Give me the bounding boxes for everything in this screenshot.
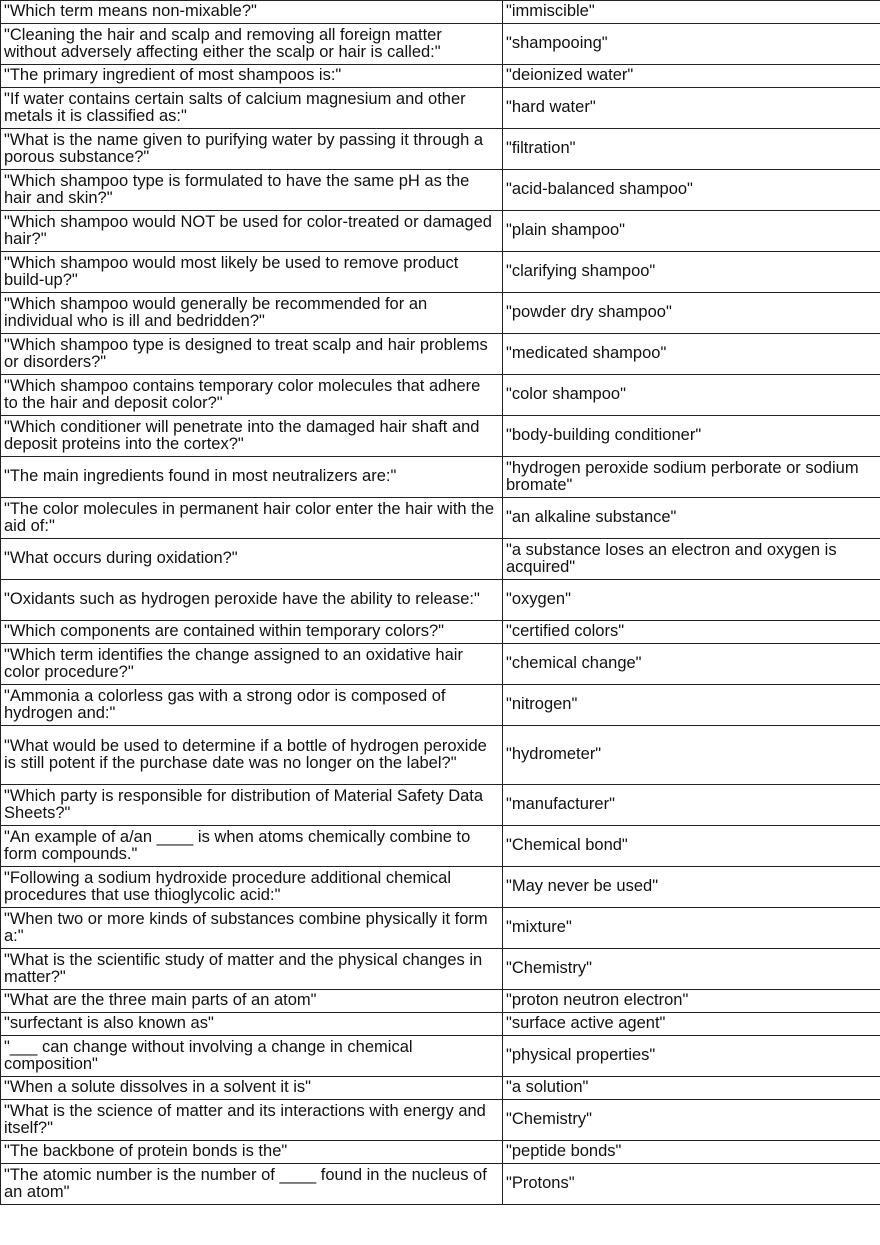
table-row (1, 867, 880, 908)
table-row (1, 949, 880, 990)
question-cell: "The main ingredients found in most neutralizers are:" (1, 457, 503, 498)
answer-cell: "immiscible" (503, 1, 880, 24)
answer-cell: "filtration" (503, 129, 880, 170)
question-cell: "What is the name given to purifying water by passing it through a porous substance?" (1, 129, 503, 170)
table-row (1, 375, 880, 416)
table-row (1, 416, 880, 457)
table-row (1, 726, 880, 785)
table-row (1, 785, 880, 826)
question-cell: "Which shampoo would generally be recommended for an individual who is ill and bedridden?" (1, 293, 503, 334)
answer-cell: "surface active agent" (503, 1013, 880, 1036)
answer-cell: "medicated shampoo" (503, 334, 880, 375)
question-cell: "Which party is responsible for distribution of Material Safety Data Sheets?" (1, 785, 503, 826)
table-row (1, 1164, 880, 1205)
answer-cell: "hydrogen peroxide sodium perborate or sodium bromate" (503, 457, 880, 498)
answer-cell: "peptide bonds" (503, 1141, 880, 1164)
question-cell: "What occurs during oxidation?" (1, 539, 503, 580)
question-cell: "Which conditioner will penetrate into the damaged hair shaft and deposit proteins into the cortex?" (1, 416, 503, 457)
answer-cell: "certified colors" (503, 621, 880, 644)
answer-cell: "nitrogen" (503, 685, 880, 726)
table-row (1, 539, 880, 580)
table-row (1, 211, 880, 252)
table-row (1, 129, 880, 170)
answer-cell: "shampooing" (503, 24, 880, 65)
answer-cell: "plain shampoo" (503, 211, 880, 252)
answer-cell: "body-building conditioner" (503, 416, 880, 457)
table-row (1, 88, 880, 129)
answer-cell: "mixture" (503, 908, 880, 949)
table-row (1, 1077, 880, 1100)
question-cell: "The backbone of protein bonds is the" (1, 1141, 503, 1164)
answer-cell: "hard water" (503, 88, 880, 129)
table-row (1, 252, 880, 293)
question-cell: "Ammonia a colorless gas with a strong odor is composed of hydrogen and:" (1, 685, 503, 726)
question-cell: "What would be used to determine if a bottle of hydrogen peroxide is still potent if the purchase date was no longer on the label?" (1, 726, 503, 785)
question-cell: "What is the scientific study of matter and the physical changes in matter?" (1, 949, 503, 990)
question-cell: "___ can change without involving a change in chemical composition" (1, 1036, 503, 1077)
question-cell: "Which components are contained within temporary colors?" (1, 621, 503, 644)
table-row (1, 644, 880, 685)
question-cell: "The color molecules in permanent hair color enter the hair with the aid of:" (1, 498, 503, 539)
answer-cell: "oxygen" (503, 580, 880, 621)
question-cell: "When two or more kinds of substances combine physically it form a:" (1, 908, 503, 949)
table-row (1, 826, 880, 867)
question-cell: "Following a sodium hydroxide procedure additional chemical procedures that use thioglycolic acid:" (1, 867, 503, 908)
answer-cell: "manufacturer" (503, 785, 880, 826)
question-cell: "Which term identifies the change assigned to an oxidative hair color procedure?" (1, 644, 503, 685)
answer-cell: "physical properties" (503, 1036, 880, 1077)
question-cell: "When a solute dissolves in a solvent it is" (1, 1077, 503, 1100)
question-cell: "Which shampoo type is formulated to have the same pH as the hair and skin?" (1, 170, 503, 211)
answer-cell: "Chemistry" (503, 949, 880, 990)
question-cell: "What are the three main parts of an atom" (1, 990, 503, 1013)
question-cell: "Which shampoo would NOT be used for color-treated or damaged hair?" (1, 211, 503, 252)
question-cell: "If water contains certain salts of calcium magnesium and other metals it is classified as:" (1, 88, 503, 129)
answer-cell: "Chemical bond" (503, 826, 880, 867)
answer-cell: "an alkaline substance" (503, 498, 880, 539)
answer-cell: "a solution" (503, 1077, 880, 1100)
answer-cell: "powder dry shampoo" (503, 293, 880, 334)
table-row (1, 170, 880, 211)
table-row (1, 334, 880, 375)
answer-cell: "deionized water" (503, 65, 880, 88)
question-cell: "Which shampoo contains temporary color molecules that adhere to the hair and deposit color?" (1, 375, 503, 416)
table-row (1, 1141, 880, 1164)
answer-cell: "proton neutron electron" (503, 990, 880, 1013)
table-row (1, 1100, 880, 1141)
table-row (1, 65, 880, 88)
question-cell: "The atomic number is the number of ____ found in the nucleus of an atom" (1, 1164, 503, 1205)
question-cell: "The primary ingredient of most shampoos is:" (1, 65, 503, 88)
table-row (1, 908, 880, 949)
question-cell: "Oxidants such as hydrogen peroxide have the ability to release:" (1, 580, 503, 621)
answer-cell: "color shampoo" (503, 375, 880, 416)
question-cell: "surfectant is also known as" (1, 1013, 503, 1036)
table-row (1, 1036, 880, 1077)
flashcard-table-body (1, 1, 880, 1205)
answer-cell: "May never be used" (503, 867, 880, 908)
table-row (1, 293, 880, 334)
answer-cell: "Chemistry" (503, 1100, 880, 1141)
answer-cell: "chemical change" (503, 644, 880, 685)
question-cell: "An example of a/an ____ is when atoms chemically combine to form compounds." (1, 826, 503, 867)
table-row (1, 621, 880, 644)
table-row (1, 24, 880, 65)
table-row (1, 580, 880, 621)
question-cell: "What is the science of matter and its interactions with energy and itself?" (1, 1100, 503, 1141)
answer-cell: "clarifying shampoo" (503, 252, 880, 293)
table-row (1, 498, 880, 539)
question-cell: "Which term means non-mixable?" (1, 1, 503, 24)
answer-cell: "Protons" (503, 1164, 880, 1205)
table-row (1, 1, 880, 24)
answer-cell: "acid-balanced shampoo" (503, 170, 880, 211)
question-cell: "Which shampoo would most likely be used to remove product build-up?" (1, 252, 503, 293)
table-row (1, 990, 880, 1013)
table-row (1, 457, 880, 498)
answer-cell: "hydrometer" (503, 726, 880, 785)
table-row (1, 1013, 880, 1036)
answer-cell: "a substance loses an electron and oxygen is acquired" (503, 539, 880, 580)
question-cell: "Cleaning the hair and scalp and removing all foreign matter without adversely affecting either the scalp or hair is called:" (1, 24, 503, 65)
question-cell: "Which shampoo type is designed to treat scalp and hair problems or disorders?" (1, 334, 503, 375)
table-row (1, 685, 880, 726)
